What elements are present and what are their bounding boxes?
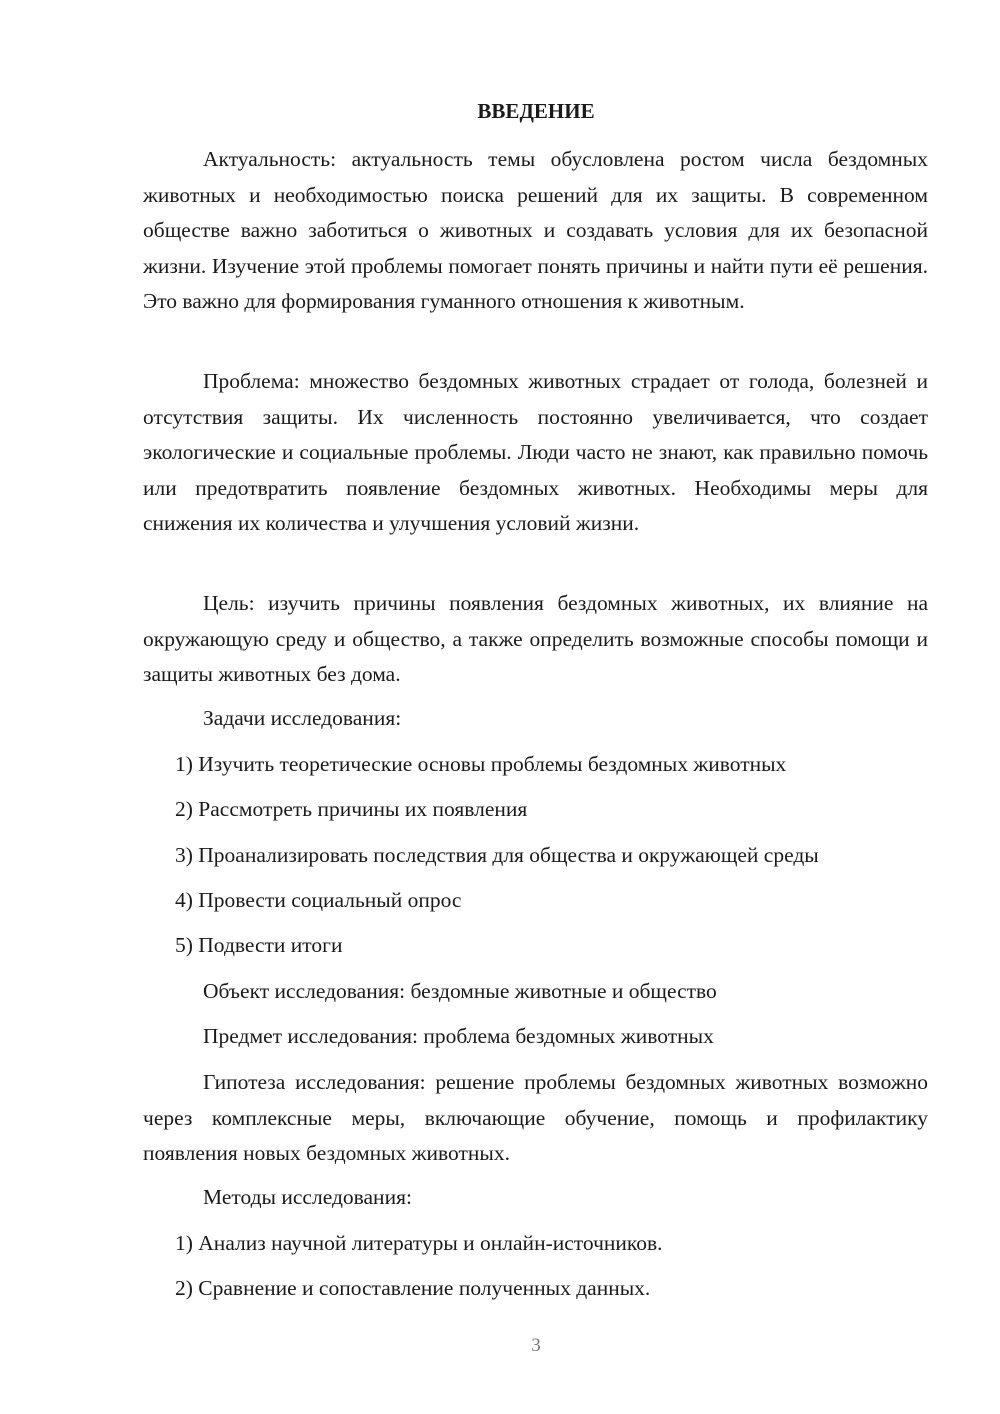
- task-item: 4) Провести социальный опрос: [175, 888, 462, 912]
- page-number: 3: [531, 1335, 541, 1356]
- task-item: 1) Изучить теоретические основы проблемы бездомных животных: [175, 752, 787, 776]
- page-title: ВВЕДЕНИЕ: [477, 99, 595, 123]
- task-item: 3) Проанализировать последствия для общества и окружающей среды: [175, 843, 819, 867]
- hypothesis-paragraph: Гипотеза исследования: решение проблемы бездомных животных возможно через комплексные меры, включающие обучение, помощь и профилактику появления новых бездомных животных.: [143, 1070, 928, 1165]
- goal-paragraph: Цель: изучить причины появления бездомных животных, их влияние на окружающую среду и общество, а также определить возможные способы помощи и защиты животных без дома.: [143, 591, 928, 686]
- task-item: 2) Рассмотреть причины их появления: [175, 797, 528, 821]
- method-item: 1) Анализ научной литературы и онлайн-источников.: [175, 1231, 663, 1255]
- method-item: 2) Сравнение и сопоставление полученных данных.: [175, 1276, 651, 1300]
- task-item: 5) Подвести итоги: [175, 933, 343, 957]
- tasks-heading: Задачи исследования:: [203, 706, 402, 730]
- object-line: Объект исследования: бездомные животные и общество: [203, 979, 717, 1003]
- problem-paragraph: Проблема: множество бездомных животных страдает от голода, болезней и отсутствия защиты. Их численность постоянно увеличивается, что создает экологические и социальные проблемы. Люди часто не знают, как правильно помочь или предотвратить появление бездомных животных. Необходимы меры для снижения их количества и улучшения условий жизни.: [143, 369, 928, 535]
- relevance-paragraph: Актуальность: актуальность темы обусловлена ростом числа бездомных животных и необходимостью поиска решений для их защиты. В современном обществе важно заботиться о животных и создавать условия для их безопасной жизни. Изучение этой проблемы помогает понять причины и найти пути её решения. Это важно для формирования гуманного отношения к животным.: [143, 147, 928, 313]
- methods-heading: Методы исследования:: [203, 1185, 412, 1209]
- subject-line: Предмет исследования: проблема бездомных животных: [203, 1024, 714, 1048]
